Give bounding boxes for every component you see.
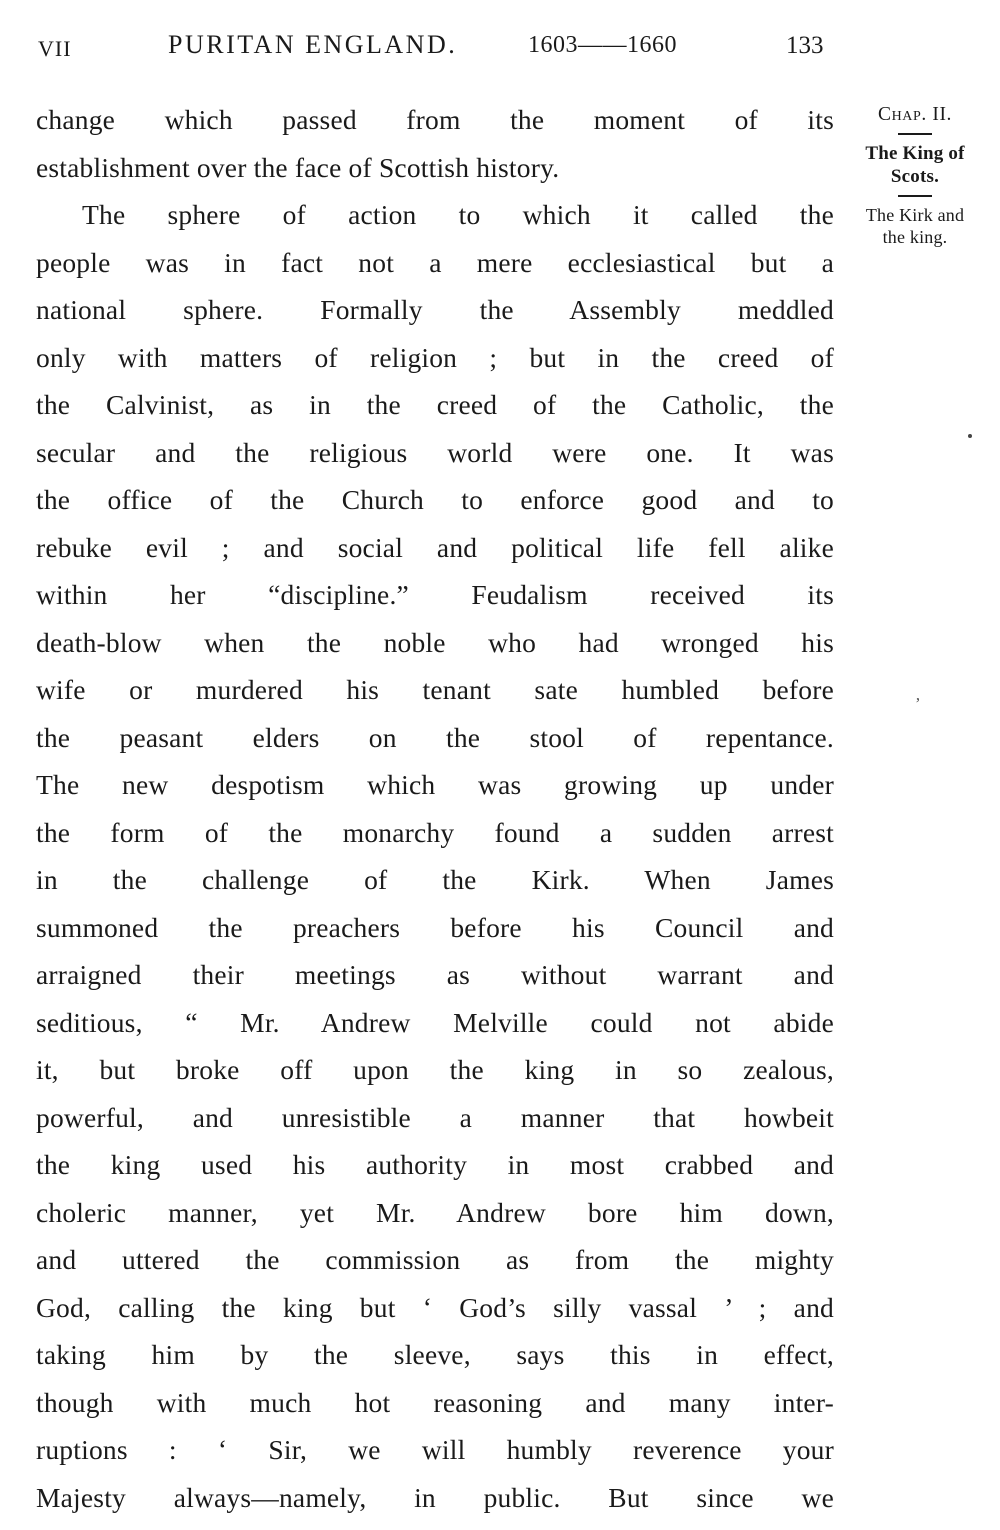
text-line: seditious, “ Mr. Andrew Melville could not abide: [36, 1006, 834, 1038]
text-line: only with matters of religion ; but in the creed of: [36, 341, 834, 373]
text-line: national sphere. Formally the Assembly meddled: [36, 294, 834, 325]
marginalia-rule-top: [898, 133, 932, 135]
paragraph-sphere-of-action: [36, 191, 834, 1521]
running-head-title: PURITAN ENGLAND.: [168, 30, 458, 59]
text-line: choleric manner, yet Mr. Andrew bore him down,: [36, 1196, 834, 1228]
running-head: [38, 30, 838, 72]
text-line: within her “discipline.” Feudalism received its: [36, 579, 834, 610]
text-line: death-blow when the noble who had wronged his: [36, 626, 834, 658]
body-text-column: [36, 96, 834, 1521]
text-line: it, but broke off upon the king in so zealous,: [36, 1054, 834, 1085]
text-line: people was in fact not a mere ecclesiastical but a: [36, 246, 834, 278]
text-line: though with much hot reasoning and many inter-: [36, 1386, 834, 1418]
text-line: wife or murdered his tenant sate humbled before: [36, 674, 834, 705]
text-line: the office of the Church to enforce good and to: [36, 484, 834, 515]
marginalia-note-king-of-scots: The King of Scots.: [865, 143, 965, 187]
marginalia-column: [855, 104, 975, 248]
text-line: change which passed from the moment of its: [36, 104, 834, 135]
text-line: summoned the preachers before his Council and: [36, 911, 834, 943]
page-speck-mark: ’: [915, 694, 921, 713]
page-speck-dot: [968, 434, 972, 438]
text-line: Majesty always—namely, in public. But since we: [36, 1481, 834, 1513]
running-head-date-range: 1603——1660: [528, 32, 677, 58]
marginalia-chapter-label: Chap. II.: [877, 104, 953, 125]
text-line: establishment over the face of Scottish history.: [36, 151, 560, 183]
text-line: the form of the monarchy found a sudden arrest: [36, 816, 834, 848]
page-number: 133: [786, 32, 824, 59]
text-line: the peasant elders on the stool of repentance.: [36, 721, 834, 753]
running-head-chapter-number: VII: [38, 36, 72, 61]
text-line: The sphere of action to which it called the: [82, 199, 834, 230]
text-line: God, calling the king but ‘ God’s silly vassal ’ ; and: [36, 1291, 834, 1323]
text-line: the Calvinist, as in the creed of the Catholic, the: [36, 389, 834, 420]
text-line: taking him by the sleeve, says this in effect,: [36, 1339, 834, 1370]
text-line: arraigned their meetings as without warrant and: [36, 959, 834, 990]
text-line: and uttered the commission as from the mighty: [36, 1244, 834, 1275]
text-line: The new despotism which was growing up under: [36, 769, 834, 800]
marginalia-rule-middle: [898, 195, 932, 197]
paragraph-continued: [36, 96, 834, 191]
text-line: rebuke evil ; and social and political life fell alike: [36, 531, 834, 563]
text-line: powerful, and unresistible a manner that howbeit: [36, 1101, 834, 1133]
text-line: ruptions : ‘ Sir, we will humbly reverence your: [36, 1434, 834, 1465]
text-line: in the challenge of the Kirk. When James: [36, 864, 834, 895]
text-line: secular and the religious world were one. It was: [36, 436, 834, 468]
marginalia-note-kirk-and-king: The Kirk and the king.: [865, 205, 965, 247]
text-line: the king used his authority in most crabbed and: [36, 1149, 834, 1180]
